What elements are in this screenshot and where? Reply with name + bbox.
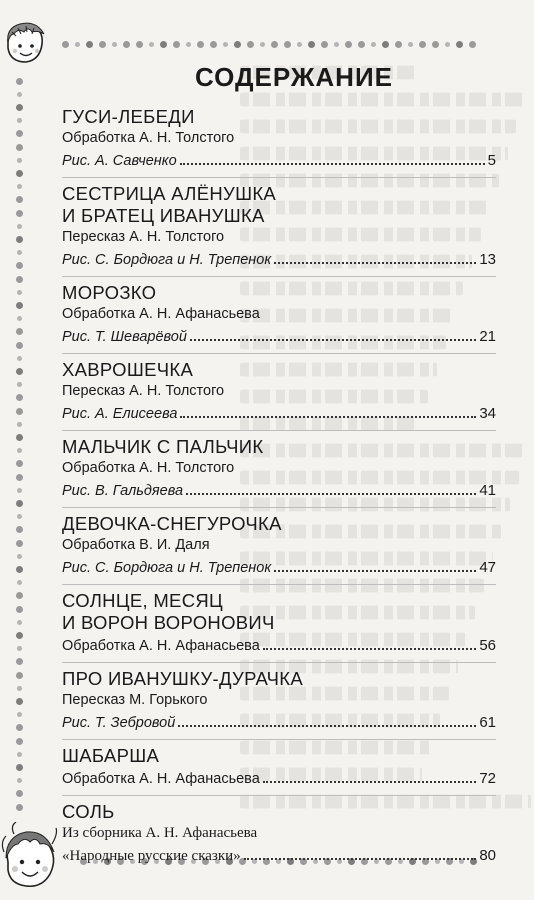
border-dot [321,41,328,48]
border-dot [16,210,23,217]
border-dot [345,41,352,48]
border-dot [17,356,22,361]
border-dot [16,196,23,203]
border-dot [16,764,23,771]
story-title: ДЕВОЧКА-СНЕГУРОЧКА [62,513,282,534]
border-dot [334,42,339,47]
adaptation-credit: Обработка А. Н. Афанасьева [62,638,260,654]
dot-leader [186,493,476,495]
border-dot [432,41,439,48]
dot-leader [263,781,477,783]
border-dot [16,724,23,731]
adaptation-credit: Обработка А. Н. Афанасьева [62,306,260,322]
border-dot [62,41,69,48]
toc-entry [62,282,496,354]
toc-line [62,402,496,426]
page-number: 13 [479,251,496,268]
adaptation-credit: Обработка А. Н. Толстого [62,130,235,146]
border-dot [234,41,241,48]
border-dot [123,41,130,48]
page-number: 5 [487,152,496,169]
border-dot [16,790,23,797]
illustrator-credit: Рис. Т. Зебровой [62,715,176,731]
border-dot [17,488,22,493]
toc-entry [62,183,496,277]
toc-line [62,479,496,503]
page-number: 41 [479,482,496,499]
border-dot [16,342,23,349]
border-dot [17,752,22,757]
top-dotted-border [62,41,476,48]
border-dot [99,41,106,48]
adaptation-credit: Пересказ А. Н. Толстого [62,383,225,399]
border-dot [395,41,402,48]
illustrator-credit: Рис. В. Гальдяева [62,483,184,499]
border-dot [160,41,167,48]
border-dot [75,42,80,47]
border-dot [16,804,23,811]
toc-line [62,634,496,658]
border-dot [17,316,22,321]
border-dot [17,554,22,559]
toc-line [62,844,496,868]
page-title: СОДЕРЖАНИЕ [195,62,393,92]
border-dot [16,566,23,573]
border-dot [271,41,278,48]
border-dot [223,42,228,47]
border-dot [17,580,22,585]
border-dot [112,42,117,47]
dot-leader [180,163,485,165]
toc-line [62,149,496,173]
border-dot [16,672,23,679]
page-number: 56 [479,637,496,654]
border-dot [16,592,23,599]
dot-leader [190,339,476,341]
page-number: 47 [479,559,496,576]
adaptation-credit: «Народные русские сказки» [62,848,241,864]
border-dot [16,434,23,441]
border-dot [86,41,93,48]
border-dot [16,328,23,335]
border-dot [419,41,426,48]
toc-entry [62,668,496,740]
toc-entry [62,745,496,796]
border-dot [358,41,365,48]
page-number: 21 [479,328,496,345]
story-title: МАЛЬЧИК С ПАЛЬЧИК [62,436,264,457]
story-title: СОЛНЦЕ, МЕСЯЦ [62,590,223,611]
border-dot [17,448,22,453]
dot-leader [274,570,476,572]
illustrator-credit: Рис. Т. Шеварёвой [62,329,187,345]
border-dot [408,42,413,47]
border-dot [173,41,180,48]
toc-line [62,711,496,735]
story-title: ГУСИ-ЛЕБЕДИ [62,106,195,127]
border-dot [186,42,191,47]
toc-entry [62,801,496,872]
border-dot [17,646,22,651]
left-dotted-border [16,78,23,811]
border-dot [16,368,23,375]
table-of-contents [62,60,496,877]
adaptation-credit: Обработка В. И. Даля [62,537,210,553]
border-dot [197,41,204,48]
story-title: ШАБАРША [62,745,160,766]
story-title: ПРО ИВАНУШКУ-ДУРАЧКА [62,668,304,689]
border-dot [17,92,22,97]
border-dot [17,290,22,295]
border-dot [17,382,22,387]
border-dot [16,302,23,309]
border-dot [17,158,22,163]
toc-entry [62,106,496,178]
border-dot [297,42,302,47]
page-number: 72 [479,770,496,787]
border-dot [16,474,23,481]
story-title: И БРАТЕЦ ИВАНУШКА [62,205,265,226]
border-dot [456,41,463,48]
girl-face-icon [2,20,48,70]
toc-line [62,556,496,580]
border-dot [260,42,265,47]
border-dot [16,78,23,85]
border-dot [16,606,23,613]
story-title: МОРОЗКО [62,282,157,303]
border-dot [17,250,22,255]
border-dot [17,712,22,717]
border-dot [16,658,23,665]
toc-line [62,767,496,791]
dot-leader [180,416,476,418]
border-dot [17,224,22,229]
border-dot [445,42,450,47]
dot-leader [274,262,476,264]
dot-leader [178,725,476,727]
story-title: СЕСТРИЦА АЛЁНУШКА [62,183,277,204]
page-number: 80 [479,847,496,864]
border-dot [16,540,23,547]
border-dot [16,276,23,283]
page-number: 34 [479,405,496,422]
border-dot [17,686,22,691]
illustrator-credit: Рис. А. Елисеева [62,406,178,422]
girl-face-icon [0,822,60,892]
border-dot [308,41,315,48]
dot-leader [263,648,477,650]
border-dot [136,41,143,48]
border-dot [382,41,389,48]
story-title: СОЛЬ [62,801,115,822]
border-dot [17,422,22,427]
dot-leader [244,858,477,860]
border-dot [210,41,217,48]
toc-entry [62,513,496,585]
illustrator-credit: Рис. С. Бордюга и Н. Трепенок [62,560,272,576]
adaptation-credit: Пересказ А. Н. Толстого [62,229,225,245]
border-dot [17,620,22,625]
border-dot [16,104,23,111]
border-dot [371,42,376,47]
border-dot [284,41,291,48]
border-dot [17,118,22,123]
adaptation-credit: Обработка А. Н. Афанасьева [62,771,260,787]
border-dot [16,632,23,639]
border-dot [16,460,23,467]
border-dot [16,262,23,269]
illustrator-credit: Рис. А. Савченко [62,153,177,169]
story-title: И ВОРОН ВОРОНОВИЧ [62,612,275,633]
border-dot [149,42,154,47]
border-dot [16,526,23,533]
border-dot [16,236,23,243]
border-dot [17,514,22,519]
page-number: 61 [479,714,496,731]
border-dot [16,500,23,507]
toc-entries [62,106,496,872]
toc-entry [62,590,496,663]
border-dot [16,144,23,151]
adaptation-credit: Пересказ М. Горького [62,692,208,708]
story-title: ХАВРОШЕЧКА [62,359,194,380]
border-dot [16,170,23,177]
toc-line [62,248,496,272]
border-dot [469,41,476,48]
border-dot [16,394,23,401]
border-dot [16,130,23,137]
illustrator-credit: Рис. С. Бордюга и Н. Трепенок [62,252,272,268]
toc-entry [62,359,496,431]
toc-line [62,325,496,349]
border-dot [16,408,23,415]
border-dot [247,41,254,48]
border-dot [16,698,23,705]
toc-entry [62,436,496,508]
border-dot [17,778,22,783]
border-dot [17,184,22,189]
source-note: Из сборника А. Н. Афанасьева [62,825,258,841]
border-dot [16,738,23,745]
adaptation-credit: Обработка А. Н. Толстого [62,460,235,476]
